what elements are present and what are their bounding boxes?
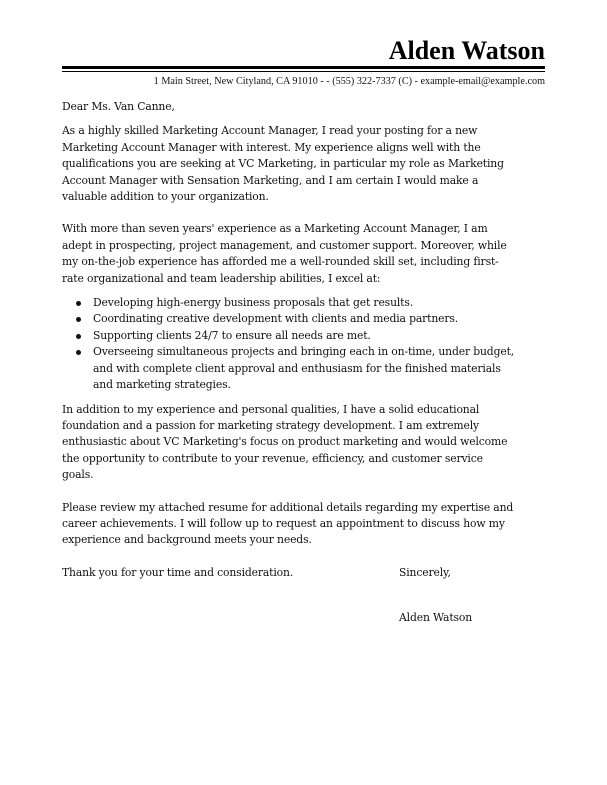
list-item: Developing high-energy business proposals that get results. [93,295,552,311]
list-item: Coordinating creative development with clients and media partners. [93,311,552,327]
paragraph-experience: With more than seven years' experience as a Marketing Account Manager, I am adept in prospecting, project management, and customer support. Moreover, while my on-the-job experience has afforded me a well-rounded skill set, including first- rate organizational and team leadership abilities, I excel at: [62,222,507,285]
closing-block [399,565,473,624]
sender-name: Alden Watson [388,36,545,65]
salutation: Dear Ms. Van Canne, [62,100,175,113]
letter-body [62,99,552,597]
closing: Sincerely, [399,566,451,579]
list-item: Overseeing simultaneous projects and bringing each in on-time, under budget, and with complete client approval and enthusiasm for the finished materials and marketing strategies. [93,344,552,393]
paragraph-education: In addition to my experience and personal qualities, I have a solid educational foundation and a passion for marketing strategy development. I am extremely enthusiastic about VC Marketing's focus on product marketing and would welcome the opportunity to contribute to your revenue, efficiency, and customer service goals. [62,402,508,482]
signature-name: Alden Watson [399,611,473,624]
paragraph-thanks: Thank you for your time and consideration. [62,565,294,579]
sender-contact-line: 1 Main Street, New Cityland, CA 91010 - - (555) 322-7337 (C) - example-email@example.com [153,76,545,87]
paragraph-intro: As a highly skilled Marketing Account Manager, I read your posting for a new Marketing Account Manager with interest. My experience aligns well with the qualifications you are seeking at VC Marketing, in particular my role as Marketing Account Manager with Sensation Marketing, and I am certain I would make a valuable addition to your organization. [62,124,504,204]
header-rule-thick [62,66,545,69]
list-item: Supporting clients 24/7 to ensure all needs are met. [93,328,552,344]
header-rule-thin [62,71,545,72]
paragraph-follow-up: Please review my attached resume for additional details regarding my expertise and career achievements. I will follow up to request an appointment to discuss how my experience and background meets your needs. [62,500,514,547]
skills-list [62,295,552,393]
